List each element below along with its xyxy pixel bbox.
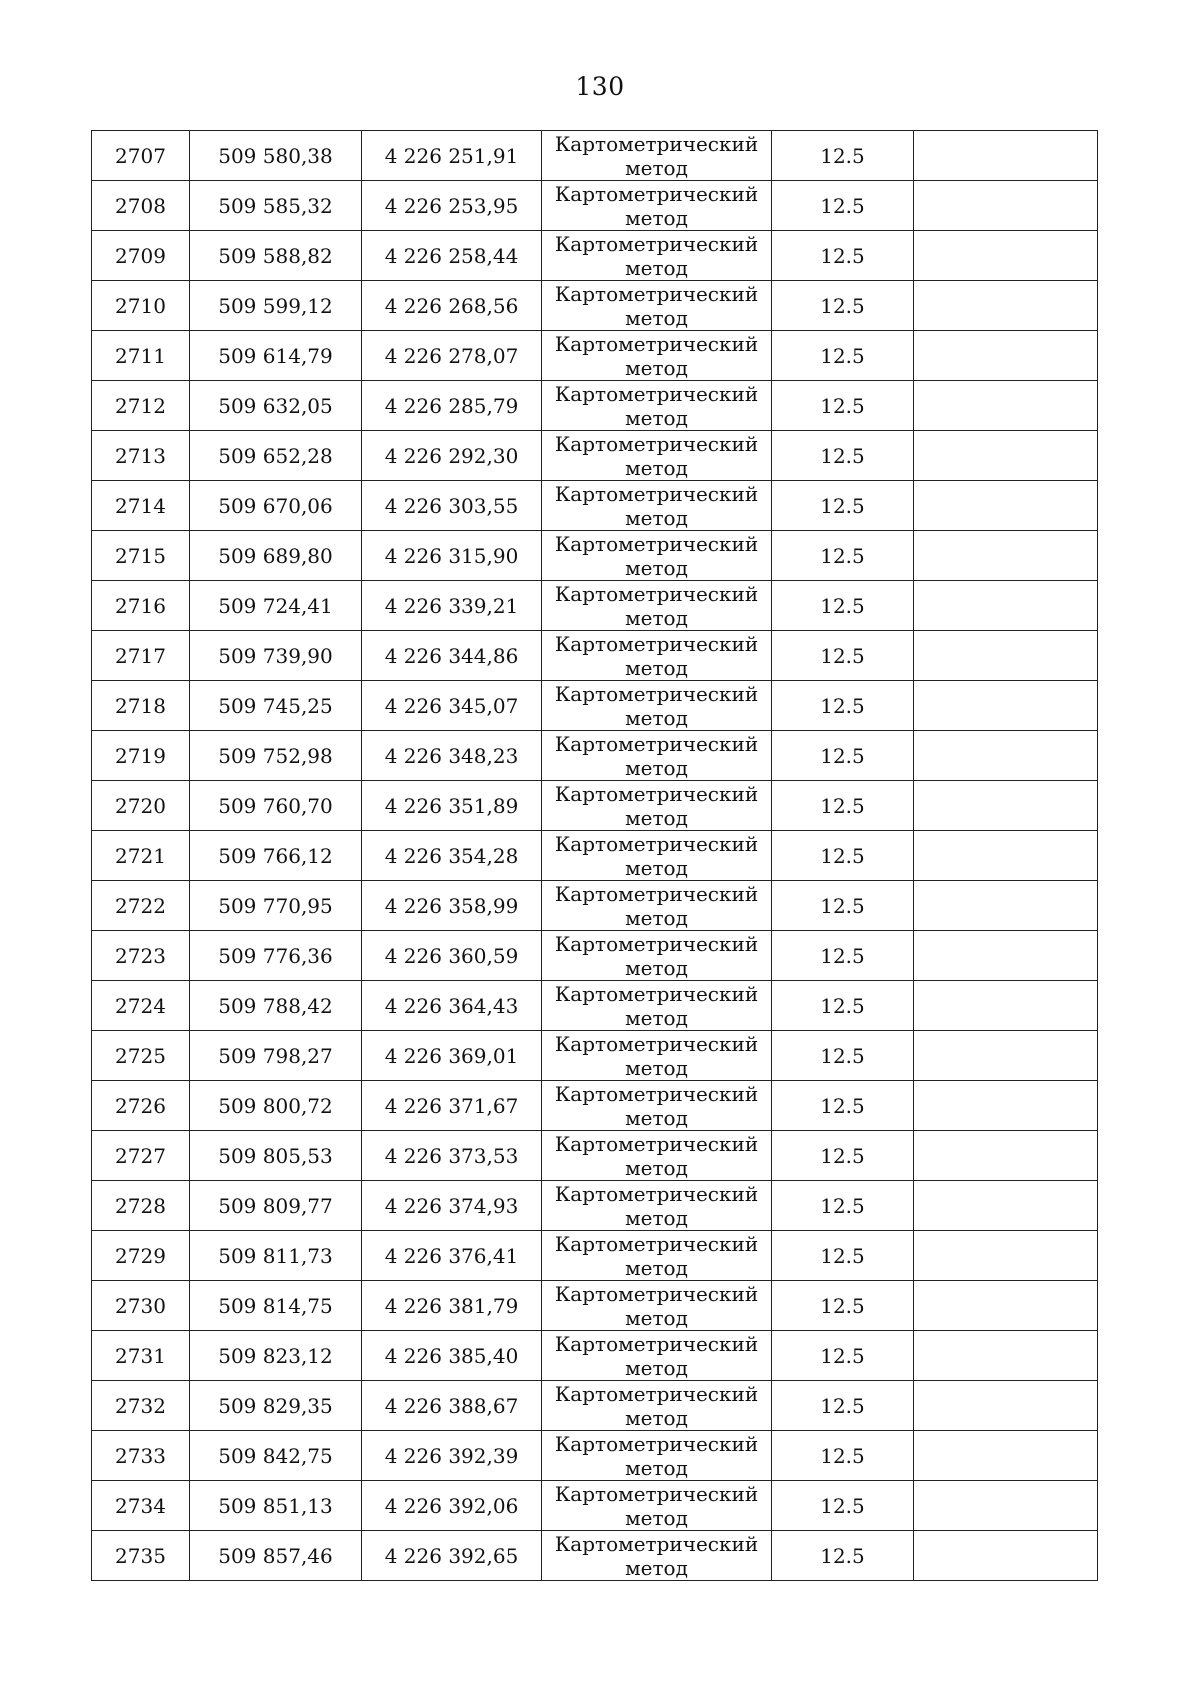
method-text-line2: метод: [625, 305, 688, 330]
empty-cell: [914, 1531, 1098, 1581]
method-cell: [542, 581, 772, 631]
x-coordinate-cell: 509 788,42: [190, 981, 362, 1031]
method-text-line2: метод: [625, 755, 688, 780]
x-coordinate-cell: 509 829,35: [190, 1381, 362, 1431]
method-text-line1: Картометрический: [554, 931, 759, 956]
method-cell: [542, 131, 772, 181]
accuracy-cell: 12.5: [772, 1081, 914, 1131]
x-coordinate-cell: 509 857,46: [190, 1531, 362, 1581]
method-text-line2: метод: [625, 655, 688, 680]
accuracy-cell: 12.5: [772, 1181, 914, 1231]
accuracy-cell: 12.5: [772, 381, 914, 431]
y-coordinate-cell: 4 226 351,89: [362, 781, 542, 831]
method-cell: [542, 1081, 772, 1131]
point-number-cell: 2720: [92, 781, 190, 831]
accuracy-cell: 12.5: [772, 981, 914, 1031]
method-cell: [542, 331, 772, 381]
method-text-line1: Картометрический: [554, 1331, 759, 1356]
method-text-line1: Картометрический: [554, 581, 759, 606]
point-number-cell: 2712: [92, 381, 190, 431]
method-text-line2: метод: [625, 1005, 688, 1030]
point-number-cell: 2715: [92, 531, 190, 581]
table-row: [92, 581, 1098, 631]
empty-cell: [914, 581, 1098, 631]
point-number-cell: 2724: [92, 981, 190, 1031]
method-text-line2: метод: [625, 1305, 688, 1330]
method-cell: [542, 1231, 772, 1281]
point-number-cell: 2719: [92, 731, 190, 781]
empty-cell: [914, 1231, 1098, 1281]
method-text-line1: Картометрический: [554, 981, 759, 1006]
empty-cell: [914, 531, 1098, 581]
point-number-cell: 2718: [92, 681, 190, 731]
empty-cell: [914, 1381, 1098, 1431]
accuracy-cell: 12.5: [772, 631, 914, 681]
y-coordinate-cell: 4 226 358,99: [362, 881, 542, 931]
table-row: [92, 481, 1098, 531]
y-coordinate-cell: 4 226 251,91: [362, 131, 542, 181]
method-text-line1: Картометрический: [554, 1531, 759, 1556]
x-coordinate-cell: 509 814,75: [190, 1281, 362, 1331]
method-text-line1: Картометрический: [554, 1231, 759, 1256]
empty-cell: [914, 1031, 1098, 1081]
accuracy-cell: 12.5: [772, 481, 914, 531]
table-row: [92, 1281, 1098, 1331]
point-number-cell: 2721: [92, 831, 190, 881]
method-cell: [542, 1481, 772, 1531]
table-row: [92, 731, 1098, 781]
y-coordinate-cell: 4 226 292,30: [362, 431, 542, 481]
method-cell: [542, 481, 772, 531]
x-coordinate-cell: 509 752,98: [190, 731, 362, 781]
point-number-cell: 2735: [92, 1531, 190, 1581]
empty-cell: [914, 981, 1098, 1031]
method-cell: [542, 1131, 772, 1181]
x-coordinate-cell: 509 842,75: [190, 1431, 362, 1481]
method-text-line1: Картометрический: [554, 381, 759, 406]
y-coordinate-cell: 4 226 360,59: [362, 931, 542, 981]
accuracy-cell: 12.5: [772, 1231, 914, 1281]
y-coordinate-cell: 4 226 348,23: [362, 731, 542, 781]
accuracy-cell: 12.5: [772, 831, 914, 881]
x-coordinate-cell: 509 580,38: [190, 131, 362, 181]
empty-cell: [914, 1281, 1098, 1331]
table-row: [92, 531, 1098, 581]
empty-cell: [914, 331, 1098, 381]
point-number-cell: 2734: [92, 1481, 190, 1531]
accuracy-cell: 12.5: [772, 1331, 914, 1381]
empty-cell: [914, 731, 1098, 781]
empty-cell: [914, 281, 1098, 331]
method-text-line2: метод: [625, 905, 688, 930]
point-number-cell: 2723: [92, 931, 190, 981]
method-cell: [542, 781, 772, 831]
method-text-line1: Картометрический: [554, 231, 759, 256]
table-row: [92, 831, 1098, 881]
coordinates-table-body: [92, 131, 1098, 1581]
method-text-line1: Картометрический: [554, 481, 759, 506]
method-cell: [542, 1431, 772, 1481]
empty-cell: [914, 481, 1098, 531]
x-coordinate-cell: 509 652,28: [190, 431, 362, 481]
method-text-line1: Картометрический: [554, 431, 759, 456]
empty-cell: [914, 1081, 1098, 1131]
empty-cell: [914, 631, 1098, 681]
empty-cell: [914, 381, 1098, 431]
method-text-line1: Картометрический: [554, 881, 759, 906]
point-number-cell: 2709: [92, 231, 190, 281]
point-number-cell: 2722: [92, 881, 190, 931]
method-text-line1: Картометрический: [554, 131, 759, 156]
method-cell: [542, 1331, 772, 1381]
method-text-line2: метод: [625, 1255, 688, 1280]
method-text-line1: Картометрический: [554, 1081, 759, 1106]
empty-cell: [914, 1131, 1098, 1181]
method-text-line2: метод: [625, 255, 688, 280]
page-number: 130: [575, 72, 625, 101]
y-coordinate-cell: 4 226 345,07: [362, 681, 542, 731]
table-row: [92, 331, 1098, 381]
method-cell: [542, 931, 772, 981]
y-coordinate-cell: 4 226 369,01: [362, 1031, 542, 1081]
point-number-cell: 2727: [92, 1131, 190, 1181]
x-coordinate-cell: 509 689,80: [190, 531, 362, 581]
y-coordinate-cell: 4 226 268,56: [362, 281, 542, 331]
point-number-cell: 2728: [92, 1181, 190, 1231]
table-row: [92, 431, 1098, 481]
table-row: [92, 681, 1098, 731]
x-coordinate-cell: 509 851,13: [190, 1481, 362, 1531]
x-coordinate-cell: 509 588,82: [190, 231, 362, 281]
empty-cell: [914, 1181, 1098, 1231]
point-number-cell: 2725: [92, 1031, 190, 1081]
point-number-cell: 2730: [92, 1281, 190, 1331]
x-coordinate-cell: 509 811,73: [190, 1231, 362, 1281]
y-coordinate-cell: 4 226 392,65: [362, 1531, 542, 1581]
table-row: [92, 1531, 1098, 1581]
method-text-line1: Картометрический: [554, 731, 759, 756]
accuracy-cell: 12.5: [772, 181, 914, 231]
accuracy-cell: 12.5: [772, 531, 914, 581]
accuracy-cell: 12.5: [772, 881, 914, 931]
method-cell: [542, 431, 772, 481]
empty-cell: [914, 781, 1098, 831]
accuracy-cell: 12.5: [772, 581, 914, 631]
accuracy-cell: 12.5: [772, 681, 914, 731]
accuracy-cell: 12.5: [772, 331, 914, 381]
method-text-line2: метод: [625, 1405, 688, 1430]
method-text-line2: метод: [625, 155, 688, 180]
point-number-cell: 2711: [92, 331, 190, 381]
x-coordinate-cell: 509 614,79: [190, 331, 362, 381]
method-text-line1: Картометрический: [554, 1281, 759, 1306]
y-coordinate-cell: 4 226 392,06: [362, 1481, 542, 1531]
method-text-line2: метод: [625, 205, 688, 230]
method-cell: [542, 181, 772, 231]
method-text-line1: Картометрический: [554, 831, 759, 856]
empty-cell: [914, 931, 1098, 981]
table-row: [92, 281, 1098, 331]
method-cell: [542, 1181, 772, 1231]
method-text-line1: Картометрический: [554, 1481, 759, 1506]
method-text-line2: метод: [625, 505, 688, 530]
accuracy-cell: 12.5: [772, 1481, 914, 1531]
method-text-line1: Картометрический: [554, 531, 759, 556]
accuracy-cell: 12.5: [772, 781, 914, 831]
table-row: [92, 781, 1098, 831]
table-row: [92, 1331, 1098, 1381]
y-coordinate-cell: 4 226 376,41: [362, 1231, 542, 1281]
table-row: [92, 1431, 1098, 1481]
y-coordinate-cell: 4 226 374,93: [362, 1181, 542, 1231]
table-row: [92, 931, 1098, 981]
y-coordinate-cell: 4 226 258,44: [362, 231, 542, 281]
table-row: [92, 181, 1098, 231]
accuracy-cell: 12.5: [772, 431, 914, 481]
method-text-line1: Картометрический: [554, 1031, 759, 1056]
x-coordinate-cell: 509 739,90: [190, 631, 362, 681]
table-row: [92, 1381, 1098, 1431]
x-coordinate-cell: 509 766,12: [190, 831, 362, 881]
x-coordinate-cell: 509 585,32: [190, 181, 362, 231]
method-cell: [542, 531, 772, 581]
method-text-line1: Картометрический: [554, 1431, 759, 1456]
method-cell: [542, 881, 772, 931]
method-cell: [542, 1031, 772, 1081]
empty-cell: [914, 131, 1098, 181]
point-number-cell: 2716: [92, 581, 190, 631]
table-row: [92, 1081, 1098, 1131]
y-coordinate-cell: 4 226 253,95: [362, 181, 542, 231]
y-coordinate-cell: 4 226 303,55: [362, 481, 542, 531]
point-number-cell: 2710: [92, 281, 190, 331]
method-cell: [542, 631, 772, 681]
method-text-line1: Картометрический: [554, 1131, 759, 1156]
empty-cell: [914, 881, 1098, 931]
method-cell: [542, 681, 772, 731]
method-text-line1: Картометрический: [554, 331, 759, 356]
method-text-line2: метод: [625, 805, 688, 830]
accuracy-cell: 12.5: [772, 1131, 914, 1181]
x-coordinate-cell: 509 823,12: [190, 1331, 362, 1381]
method-cell: [542, 1531, 772, 1581]
accuracy-cell: 12.5: [772, 931, 914, 981]
accuracy-cell: 12.5: [772, 731, 914, 781]
point-number-cell: 2714: [92, 481, 190, 531]
method-cell: [542, 281, 772, 331]
method-text-line1: Картометрический: [554, 181, 759, 206]
table-row: [92, 381, 1098, 431]
empty-cell: [914, 831, 1098, 881]
table-row: [92, 631, 1098, 681]
y-coordinate-cell: 4 226 339,21: [362, 581, 542, 631]
y-coordinate-cell: 4 226 354,28: [362, 831, 542, 881]
method-text-line1: Картометрический: [554, 631, 759, 656]
point-number-cell: 2708: [92, 181, 190, 231]
method-text-line2: метод: [625, 955, 688, 980]
x-coordinate-cell: 509 670,06: [190, 481, 362, 531]
x-coordinate-cell: 509 776,36: [190, 931, 362, 981]
point-number-cell: 2713: [92, 431, 190, 481]
point-number-cell: 2732: [92, 1381, 190, 1431]
accuracy-cell: 12.5: [772, 231, 914, 281]
table-row: [92, 1131, 1098, 1181]
x-coordinate-cell: 509 724,41: [190, 581, 362, 631]
table-row: [92, 881, 1098, 931]
x-coordinate-cell: 509 760,70: [190, 781, 362, 831]
method-text-line2: метод: [625, 555, 688, 580]
point-number-cell: 2729: [92, 1231, 190, 1281]
method-text-line1: Картометрический: [554, 1381, 759, 1406]
method-text-line1: Картометрический: [554, 1181, 759, 1206]
method-text-line1: Картометрический: [554, 281, 759, 306]
empty-cell: [914, 1481, 1098, 1531]
method-cell: [542, 1281, 772, 1331]
table-row: [92, 131, 1098, 181]
table-row: [92, 981, 1098, 1031]
point-number-cell: 2707: [92, 131, 190, 181]
x-coordinate-cell: 509 800,72: [190, 1081, 362, 1131]
point-number-cell: 2733: [92, 1431, 190, 1481]
y-coordinate-cell: 4 226 344,86: [362, 631, 542, 681]
table-row: [92, 1181, 1098, 1231]
y-coordinate-cell: 4 226 381,79: [362, 1281, 542, 1331]
method-text-line2: метод: [625, 1505, 688, 1530]
y-coordinate-cell: 4 226 285,79: [362, 381, 542, 431]
y-coordinate-cell: 4 226 392,39: [362, 1431, 542, 1481]
method-cell: [542, 831, 772, 881]
method-text-line2: метод: [625, 455, 688, 480]
accuracy-cell: 12.5: [772, 1281, 914, 1331]
point-number-cell: 2726: [92, 1081, 190, 1131]
method-cell: [542, 1381, 772, 1431]
empty-cell: [914, 1431, 1098, 1481]
x-coordinate-cell: 509 632,05: [190, 381, 362, 431]
table-row: [92, 231, 1098, 281]
method-text-line1: Картометрический: [554, 681, 759, 706]
method-cell: [542, 381, 772, 431]
method-text-line2: метод: [625, 605, 688, 630]
empty-cell: [914, 181, 1098, 231]
coordinates-table: [91, 130, 1098, 1581]
method-text-line2: метод: [625, 1355, 688, 1380]
empty-cell: [914, 231, 1098, 281]
point-number-cell: 2731: [92, 1331, 190, 1381]
table-row: [92, 1031, 1098, 1081]
y-coordinate-cell: 4 226 278,07: [362, 331, 542, 381]
empty-cell: [914, 681, 1098, 731]
y-coordinate-cell: 4 226 315,90: [362, 531, 542, 581]
y-coordinate-cell: 4 226 373,53: [362, 1131, 542, 1181]
point-number-cell: 2717: [92, 631, 190, 681]
x-coordinate-cell: 509 599,12: [190, 281, 362, 331]
x-coordinate-cell: 509 805,53: [190, 1131, 362, 1181]
accuracy-cell: 12.5: [772, 1431, 914, 1481]
method-text-line2: метод: [625, 1105, 688, 1130]
method-text-line2: метод: [625, 855, 688, 880]
method-text-line2: метод: [625, 1555, 688, 1580]
y-coordinate-cell: 4 226 385,40: [362, 1331, 542, 1381]
method-cell: [542, 731, 772, 781]
method-text-line2: метод: [625, 1205, 688, 1230]
y-coordinate-cell: 4 226 388,67: [362, 1381, 542, 1431]
method-text-line2: метод: [625, 405, 688, 430]
accuracy-cell: 12.5: [772, 1531, 914, 1581]
accuracy-cell: 12.5: [772, 281, 914, 331]
method-text-line2: метод: [625, 1155, 688, 1180]
empty-cell: [914, 431, 1098, 481]
accuracy-cell: 12.5: [772, 1031, 914, 1081]
y-coordinate-cell: 4 226 364,43: [362, 981, 542, 1031]
x-coordinate-cell: 509 745,25: [190, 681, 362, 731]
y-coordinate-cell: 4 226 371,67: [362, 1081, 542, 1131]
empty-cell: [914, 1331, 1098, 1381]
method-text-line2: метод: [625, 1455, 688, 1480]
x-coordinate-cell: 509 809,77: [190, 1181, 362, 1231]
method-cell: [542, 981, 772, 1031]
accuracy-cell: 12.5: [772, 1381, 914, 1431]
method-text-line2: метод: [625, 705, 688, 730]
x-coordinate-cell: 509 770,95: [190, 881, 362, 931]
method-cell: [542, 231, 772, 281]
table-row: [92, 1231, 1098, 1281]
method-text-line1: Картометрический: [554, 781, 759, 806]
method-text-line2: метод: [625, 355, 688, 380]
accuracy-cell: 12.5: [772, 131, 914, 181]
x-coordinate-cell: 509 798,27: [190, 1031, 362, 1081]
method-text-line2: метод: [625, 1055, 688, 1080]
table-row: [92, 1481, 1098, 1531]
